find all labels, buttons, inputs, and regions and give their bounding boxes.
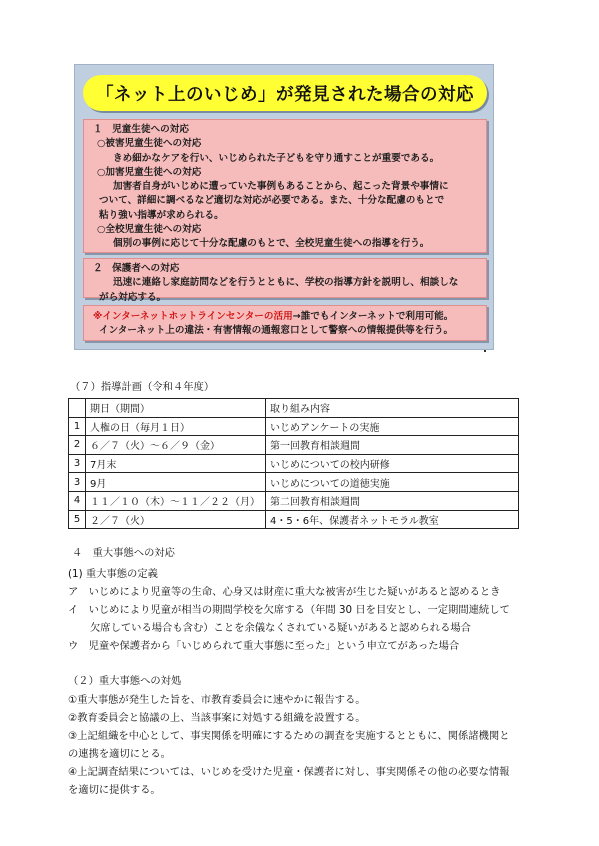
table-row — [69, 491, 519, 510]
table-cell: 1 — [69, 417, 86, 436]
definition-item: 欠席している場合も含む）ことを余儀なくされている疑いがあると認められる場合 — [90, 622, 471, 634]
response-step: の連携を適切にとる。 — [68, 748, 171, 760]
table-header: 取り組み内容 — [266, 399, 519, 418]
box1-line: 粘り強い指導が求められる。 — [99, 209, 224, 221]
slide-title: 「ネット上のいじめ」が発見された場合の対応 — [96, 84, 474, 105]
box1-line: 加害者自身がいじめに遭っていた事例もあることから、起こった背景や事情に — [113, 181, 449, 193]
box1-line: ついて、詳細に調べるなど適切な対応が必要である。また、十分な配慮のもとで — [99, 195, 445, 207]
table-row — [69, 436, 519, 455]
table-row — [69, 454, 519, 473]
table-cell: 7月末 — [86, 454, 266, 473]
box1-line: 個別の事例に応じて十分な配慮のもとで、全校児童生徒への指導を行う。 — [113, 238, 430, 250]
section4-sub1: (1) 重大事態の定義 — [68, 568, 158, 580]
hotline-title: ※インターネットホットラインセンターの活用 — [93, 311, 293, 322]
table-cell: 人権の日（毎月１日） — [86, 417, 266, 436]
table-row — [69, 510, 519, 529]
table-header-row — [69, 399, 519, 418]
table-cell: 2 — [69, 436, 86, 455]
table-cell: いじめアンケートの実施 — [266, 417, 519, 436]
student-response-box — [83, 119, 487, 253]
plan-table — [68, 398, 519, 529]
box1-line: ○被害児童生徒への対応 — [97, 138, 202, 150]
table-cell: ６／７（火）～６／９（金） — [86, 436, 266, 455]
box1-line: ○加害児童生徒への対応 — [97, 166, 202, 178]
table-cell: 4 — [69, 491, 86, 510]
table-row — [69, 417, 519, 436]
section7-heading: （７）指導計画（令和４年度） — [70, 381, 215, 393]
ipcheck-slide-image — [74, 64, 494, 350]
table-cell: １１／１０（木）～１１／２２（月） — [86, 491, 266, 510]
table-cell: 9月 — [86, 473, 266, 492]
table-cell: 5 — [69, 510, 86, 529]
table-cell: 3 — [69, 473, 86, 492]
table-cell: いじめについての校内研修 — [266, 454, 519, 473]
table-cell: 第一回教育相談週間 — [266, 436, 519, 455]
section4-heading: ４ 重大事態への対応 — [72, 547, 175, 559]
box3-line: インターネット上の違法・有害情報の通報窓口として警察への情報提供等を行う。 — [99, 325, 454, 337]
table-cell: 第二回教育相談週間 — [266, 491, 519, 510]
box2-line: がら対応する。 — [99, 291, 167, 303]
table-header — [69, 399, 86, 418]
guardian-response-box — [83, 258, 487, 303]
box1-line: きめ細かなケアを行い、いじめられた子どもを守り通すことが重要である。 — [113, 152, 440, 164]
definition-item: ア いじめにより児童等の生命、心身又は財産に重大な被害が生じた疑いがあると認めるとき — [68, 586, 501, 598]
table-cell: 3 — [69, 454, 86, 473]
box2-line: ２ 保護者への対応 — [93, 263, 180, 274]
hotline-note: →誰でもインターネットで利用可能。 — [292, 311, 454, 322]
definition-item: イ いじめにより児童が相当の期間学校を欠席する（年間 30 日を目安とし、一定期間連続して — [68, 604, 510, 616]
box3-line — [93, 310, 480, 324]
box1-line: ○全校児童生徒への対応 — [97, 224, 202, 236]
hotline-box — [83, 305, 487, 341]
table-cell: 4・5・6年、保護者ネットモラル教室 — [266, 510, 519, 529]
response-step: ③上記組織を中心として、事実関係を明確にするための調査を実施するとともに、関係諸機関と — [68, 730, 510, 742]
table-header: 期日（期間） — [86, 399, 266, 418]
table-row — [69, 473, 519, 492]
slide-title-banner — [83, 75, 487, 111]
box1-line: １ 児童生徒への対応 — [93, 124, 189, 135]
response-step: を適切に提供する。 — [68, 784, 161, 796]
response-step: ①重大事態が発生した旨を、市教育委員会に速やかに報告する。 — [68, 694, 366, 706]
box2-line: 迅速に連絡し家庭訪問などを行うとともに、学校の指導方針を説明し、相談しな — [113, 277, 459, 289]
section4-sub2: （２）重大事態への対処 — [68, 675, 182, 687]
table-cell: ２／７（火） — [86, 510, 266, 529]
definition-item: ウ 児童や保護者から「いじめられて重大事態に至った」という申立てがあった場合 — [68, 640, 460, 652]
response-step: ②教育委員会と協議の上、当該事案に対処する組織を設置する。 — [68, 712, 366, 724]
response-step: ④上記調査結果については、いじめを受けた児童・保護者に対し、事実関係その他の必要な情報 — [68, 766, 510, 778]
table-cell: いじめについての道徳実施 — [266, 473, 519, 492]
stray-dot — [484, 350, 486, 352]
